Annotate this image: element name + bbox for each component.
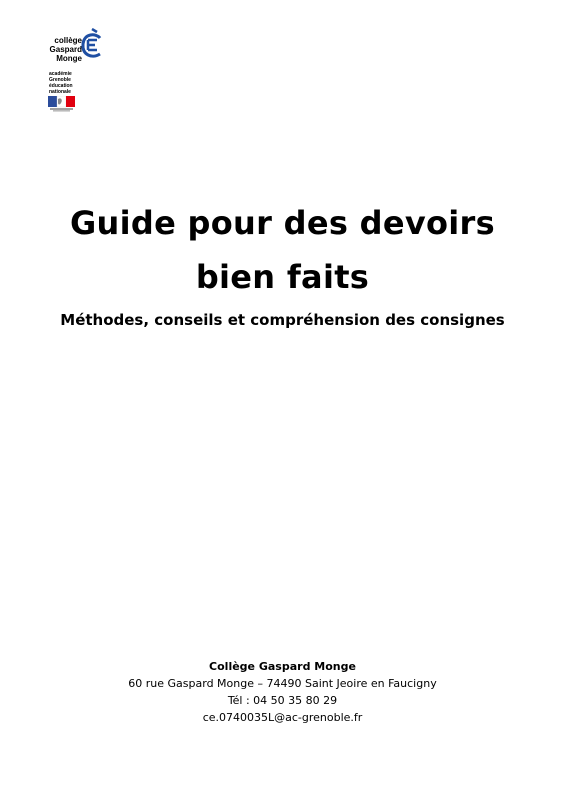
school-name: Collège Gaspard Monge xyxy=(209,660,356,673)
school-logo-text xyxy=(22,36,82,63)
school-contact xyxy=(0,658,565,726)
page-title-line1: Guide pour des devoirs xyxy=(69,204,495,242)
page-subtitle: Méthodes, conseils et compréhension des consignes xyxy=(60,311,505,329)
education-label xyxy=(49,83,73,95)
school-logo-line2: Gaspard Monge xyxy=(49,45,82,63)
school-e-icon xyxy=(80,28,104,62)
school-address: 60 rue Gaspard Monge – 74490 Saint Jeoire en Faucigny xyxy=(128,677,437,690)
marianne-flag-icon xyxy=(48,96,75,112)
school-phone: Tél : 04 50 35 80 29 xyxy=(227,694,338,707)
page-title-line2: bien faits xyxy=(195,258,370,296)
education-line2: nationale xyxy=(49,89,71,95)
school-email: ce.0740035L@ac-grenoble.fr xyxy=(202,711,363,724)
school-logo-line1: collège xyxy=(54,36,82,45)
academie-line2: Grenoble xyxy=(49,77,71,83)
academie-label xyxy=(49,71,72,83)
school-logo xyxy=(22,26,106,116)
academie-line1: académie xyxy=(49,71,72,77)
page-title xyxy=(0,196,565,304)
education-line1: éducation xyxy=(49,83,73,89)
